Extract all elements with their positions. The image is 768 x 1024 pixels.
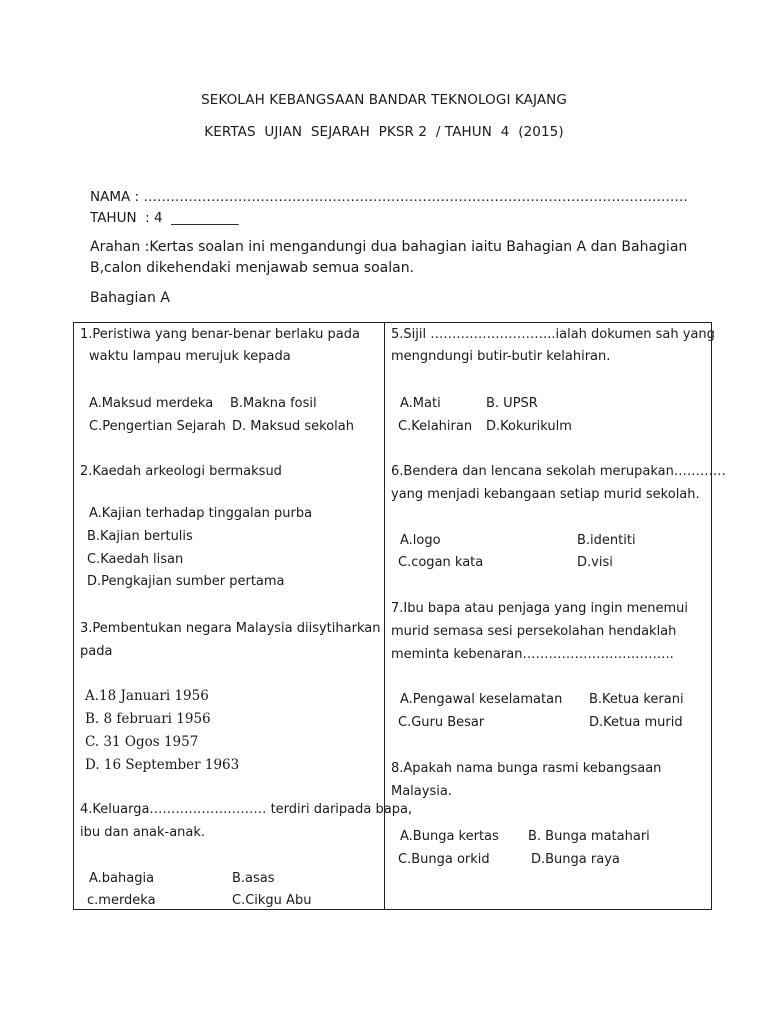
option-c: C.Kaedah lisan	[87, 552, 184, 567]
option-b: B.Makna fosil	[230, 396, 317, 411]
question-text: 5.Sijil ………………………..ialah dokumen sah yang	[391, 327, 715, 342]
question-text: 6.Bendera dan lencana sekolah merupakan…………	[391, 464, 726, 479]
questions-table	[73, 322, 726, 910]
option-d: C.Cikgu Abu	[232, 893, 312, 908]
question-text: 1.Peristiwa yang benar-benar berlaku pada	[80, 327, 360, 342]
option-d: D.visi	[577, 555, 613, 570]
option-a: A.Pengawal keselamatan	[400, 692, 563, 707]
question-text: 3.Pembentukan negara Malaysia diisytiharkan	[80, 621, 381, 636]
question-text: waktu lampau merujuk kepada	[89, 349, 291, 364]
option-b: B.identiti	[577, 533, 636, 548]
column-divider	[384, 323, 385, 909]
option-c: C.Bunga orkid	[398, 852, 490, 867]
option-b: B.Kajian bertulis	[87, 529, 193, 544]
section-label: Bahagian A	[90, 290, 170, 306]
question-text: yang menjadi kebangaan setiap murid sekolah.	[391, 487, 700, 502]
option-c: C.Kelahiran	[398, 419, 473, 434]
option-b: B. Bunga matahari	[528, 829, 650, 844]
question-text: murid semasa sesi persekolahan hendaklah	[391, 624, 677, 639]
question-text: 8.Apakah nama bunga rasmi kebangsaan	[391, 761, 662, 776]
year-field: TAHUN : 4 __________	[90, 210, 239, 226]
school-name: SEKOLAH KEBANGSAAN BANDAR TEKNOLOGI KAJANG	[201, 92, 567, 108]
option-a: A.Mati	[400, 396, 441, 411]
option-d: D.Bunga raya	[531, 852, 620, 867]
question-text: 7.Ibu bapa atau penjaga yang ingin menemui	[391, 601, 689, 616]
question-text: 2.Kaedah arkeologi bermaksud	[80, 464, 282, 479]
option-d: D. Maksud sekolah	[232, 419, 354, 434]
option-a: A.logo	[400, 533, 441, 548]
option-d: D.Pengkajian sumber pertama	[87, 574, 285, 589]
option-a: A.Kajian terhadap tinggalan purba	[89, 506, 313, 521]
option-d: D. 16 September 1963	[85, 757, 240, 773]
option-a: A.bahagia	[89, 871, 155, 886]
question-text: meminta kebenaran……………………………..	[391, 647, 674, 662]
option-b: B.asas	[232, 871, 275, 886]
option-b: B. UPSR	[486, 396, 538, 411]
paper-title: KERTAS UJIAN SEJARAH PKSR 2 / TAHUN 4 (2015)	[204, 124, 564, 140]
option-b: B. 8 februari 1956	[85, 711, 211, 727]
option-c: C.Pengertian Sejarah	[89, 419, 226, 434]
option-c: C. 31 Ogos 1957	[85, 734, 199, 750]
option-d: D.Kokurikulm	[486, 419, 572, 434]
instructions: Arahan :Kertas soalan ini mengandungi dua bahagian iaitu Bahagian A dan Bahagian B,calon dikehendaki menjawab semua soalan.	[90, 239, 688, 276]
option-a: A.Bunga kertas	[400, 829, 499, 844]
option-c: C.cogan kata	[398, 555, 484, 570]
option-b: B.Ketua kerani	[589, 692, 684, 707]
question-text: pada	[80, 644, 113, 659]
option-a: A.18 Januari 1956	[85, 688, 209, 704]
option-d: D.Ketua murid	[589, 715, 683, 730]
question-text: mengndungi butir-butir kelahiran.	[391, 349, 611, 364]
question-text: ibu dan anak-anak.	[80, 825, 206, 840]
option-c: c.merdeka	[87, 893, 156, 908]
name-field: NAMA : ………………………………………………………………………………………………………….	[90, 189, 688, 205]
question-text: Malaysia.	[391, 784, 452, 799]
question-text: 4.Keluarga……………………… terdiri daripada bapa,	[80, 802, 413, 817]
option-c: C.Guru Besar	[398, 715, 485, 730]
option-a: A.Maksud merdeka	[89, 396, 214, 411]
